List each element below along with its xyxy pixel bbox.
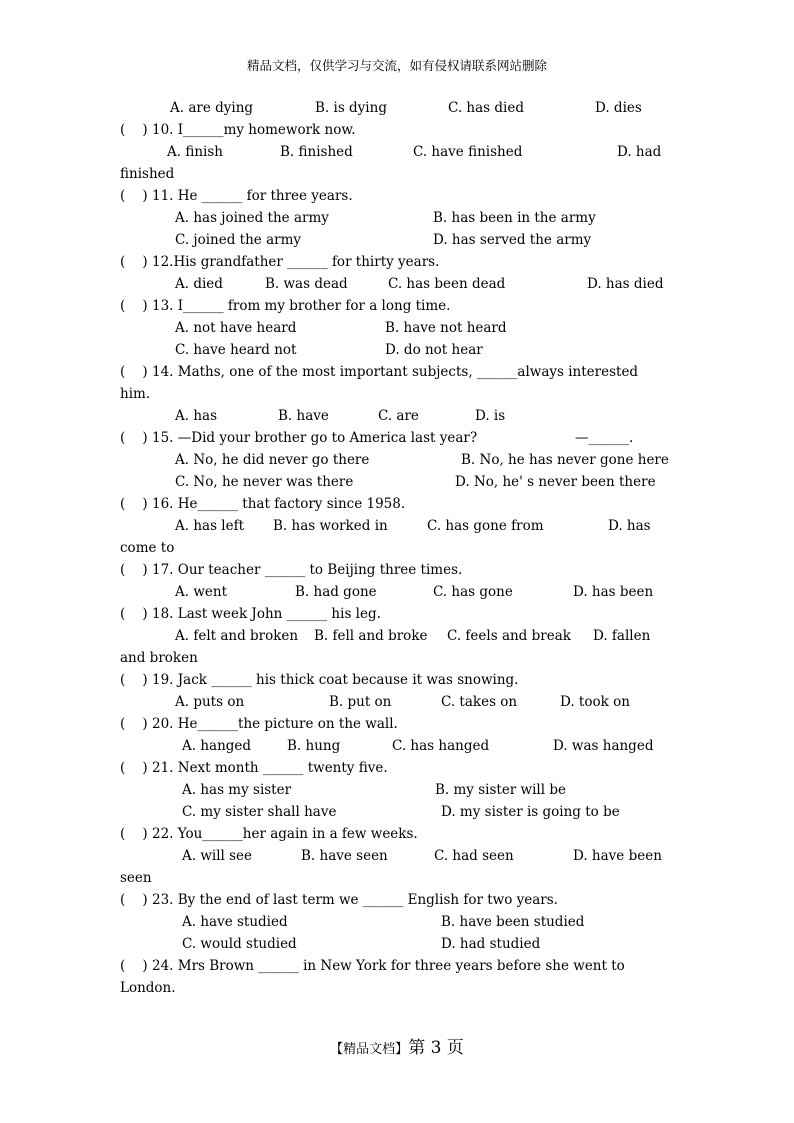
question-21: ( ) 21. Next month ______ twenty five.	[120, 760, 388, 776]
option-continuation: finished	[120, 166, 175, 182]
option-d: D. had	[617, 144, 662, 160]
options-row	[120, 471, 665, 493]
option-a: A. will see	[182, 848, 253, 864]
option-a: A. No, he did never go there	[175, 452, 370, 468]
option-b: B. has worked in	[273, 518, 388, 534]
question-13: ( ) 13. I______ from my brother for a long time.	[120, 298, 451, 314]
option-c: C. are	[378, 408, 419, 424]
option-d: D. No, he' s never been there	[455, 474, 656, 490]
option-b: B. have seen	[301, 848, 388, 864]
question-23: ( ) 23. By the end of last term we ______ English for two years.	[120, 892, 558, 908]
option-b: B. is dying	[315, 100, 387, 116]
option-c: C. joined the army	[175, 232, 302, 248]
question-continuation: him.	[120, 386, 151, 402]
question-15-answer-blank: —______.	[575, 430, 634, 446]
option-continuation: and broken	[120, 650, 198, 666]
options-row	[120, 449, 669, 471]
option-c: C. had seen	[434, 848, 514, 864]
option-a: A. not have heard	[175, 320, 297, 336]
option-a: A. are dying	[170, 100, 254, 116]
option-b: B. fell and broke	[314, 628, 428, 644]
option-a: A. have studied	[182, 914, 288, 930]
option-c: C. has died	[448, 100, 524, 116]
exercise-content	[120, 97, 669, 999]
options-row	[120, 207, 665, 229]
option-b: B. No, he has never gone here	[461, 452, 669, 468]
option-c: C. has gone	[433, 584, 513, 600]
option-c: C. feels and break	[447, 628, 571, 644]
option-a: A. has	[175, 408, 218, 424]
option-b: B. have not heard	[385, 320, 507, 336]
option-a: A. died	[175, 276, 223, 292]
page-header: 精品文档，仅供学习与交流，如有侵权请联系网站删除	[246, 58, 547, 73]
option-c: C. has hanged	[392, 738, 490, 754]
options-row	[120, 273, 665, 295]
page-footer	[0, 1033, 794, 1058]
options-row	[120, 691, 665, 713]
option-c: C. takes on	[441, 694, 518, 710]
option-d: D. has been	[573, 584, 654, 600]
option-c: C. my sister shall have	[182, 804, 337, 820]
options-row	[120, 141, 665, 163]
option-c: C. has been dead	[388, 276, 506, 292]
option-a: A. hanged	[182, 738, 252, 754]
option-d: D. has died	[587, 276, 664, 292]
option-d: D. my sister is going to be	[441, 804, 620, 820]
options-row	[120, 735, 665, 757]
option-a: A. finish	[167, 144, 223, 160]
question-14: ( ) 14. Maths, one of the most important subjects, ______always interested	[120, 364, 639, 380]
option-a: A. has left	[175, 518, 245, 534]
option-d: D. is	[475, 408, 506, 424]
option-a: A. puts on	[175, 694, 245, 710]
question-24: ( ) 24. Mrs Brown ______ in New York for three years before she went to	[120, 958, 625, 974]
options-row	[120, 515, 665, 537]
option-b: B. my sister will be	[435, 782, 566, 798]
question-10: ( ) 10. I______my homework now.	[120, 122, 356, 138]
question-17: ( ) 17. Our teacher ______ to Beijing three times.	[120, 562, 463, 578]
question-18: ( ) 18. Last week John ______ his leg.	[120, 606, 381, 622]
option-c: C. No, he never was there	[175, 474, 354, 490]
footer-label: 【精品文档】	[330, 1042, 409, 1057]
option-d: D. dies	[595, 100, 642, 116]
option-b: B. put on	[329, 694, 392, 710]
option-c: C. would studied	[182, 936, 297, 952]
options-row	[120, 625, 665, 647]
option-d: D. had studied	[441, 936, 541, 952]
question-15-row	[120, 427, 665, 449]
question-12: ( ) 12.His grandfather ______ for thirty years.	[120, 254, 440, 270]
question-19: ( ) 19. Jack ______ his thick coat because it was snowing.	[120, 672, 519, 688]
option-d: D. has served the army	[433, 232, 592, 248]
option-d: D. was hanged	[553, 738, 654, 754]
option-b: B. has been in the army	[433, 210, 596, 226]
options-row	[120, 581, 665, 603]
page-number: 第 3 页	[408, 1038, 464, 1058]
option-b: B. have been studied	[441, 914, 585, 930]
option-a: A. has my sister	[182, 782, 292, 798]
question-15: ( ) 15. —Did your brother go to America last year?	[120, 430, 478, 446]
question-20: ( ) 20. He______the picture on the wall.	[120, 716, 398, 732]
option-d: D. have been	[573, 848, 662, 864]
option-c: C. have finished	[413, 144, 523, 160]
option-d: D. has	[608, 518, 651, 534]
option-continuation: come to	[120, 540, 175, 556]
option-a: A. felt and broken	[175, 628, 299, 644]
option-d: D. do not hear	[385, 342, 483, 358]
option-b: B. hung	[287, 738, 341, 754]
option-b: B. was dead	[265, 276, 348, 292]
question-continuation: London.	[120, 980, 176, 996]
option-b: B. had gone	[295, 584, 377, 600]
option-continuation: seen	[120, 870, 152, 886]
options-row	[120, 911, 665, 933]
options-row	[120, 801, 665, 823]
option-c: C. has gone from	[427, 518, 544, 534]
options-row	[120, 405, 665, 427]
option-b: B. finished	[280, 144, 353, 160]
options-row	[120, 97, 665, 119]
options-row	[120, 779, 665, 801]
question-16: ( ) 16. He______ that factory since 1958.	[120, 496, 406, 512]
option-a: A. has joined the army	[175, 210, 329, 226]
option-c: C. have heard not	[175, 342, 297, 358]
options-row	[120, 845, 665, 867]
options-row	[120, 229, 665, 251]
options-row	[120, 933, 665, 955]
options-row	[120, 339, 665, 361]
option-b: B. have	[278, 408, 329, 424]
options-row	[120, 317, 665, 339]
option-a: A. went	[175, 584, 227, 600]
option-d: D. fallen	[593, 628, 651, 644]
option-d: D. took on	[560, 694, 630, 710]
question-11: ( ) 11. He ______ for three years.	[120, 188, 353, 204]
question-22: ( ) 22. You______her again in a few weeks.	[120, 826, 418, 842]
